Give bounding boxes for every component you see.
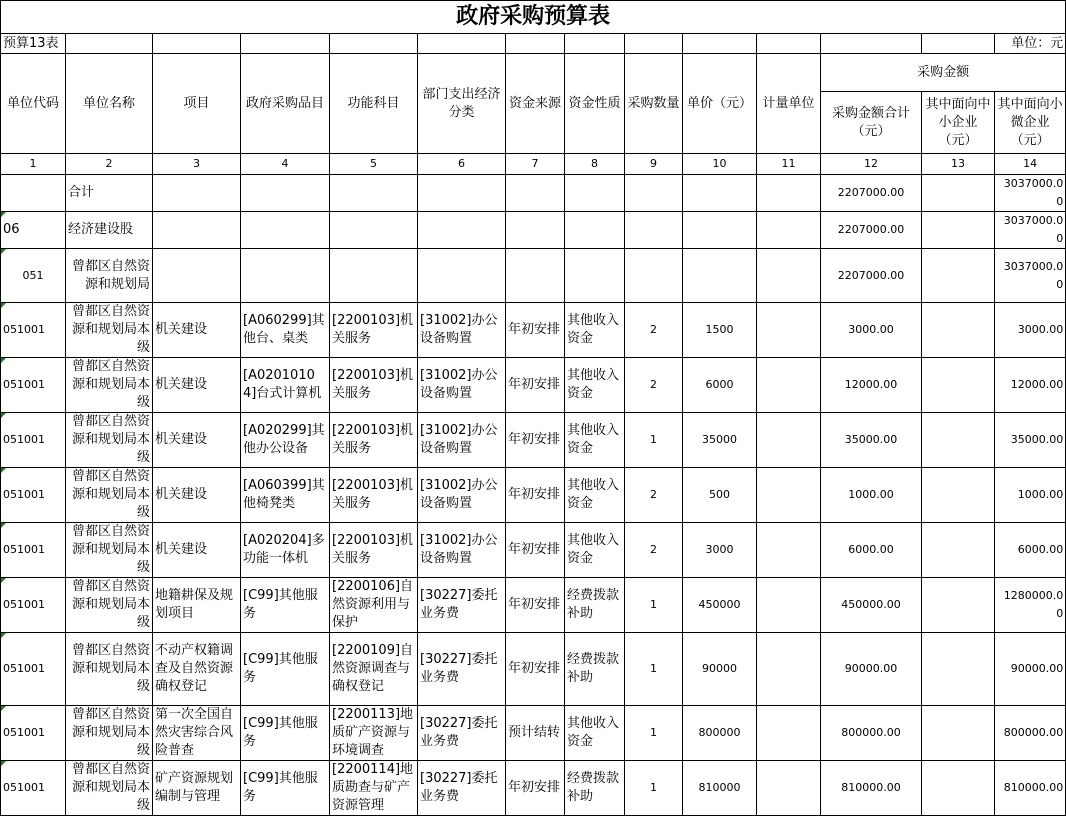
header-function: 功能科目: [330, 54, 418, 154]
source: 年初安排: [506, 303, 565, 358]
header-amount-sme: 其中面向中小企业（元）: [922, 92, 995, 154]
col-number: 12: [821, 154, 922, 175]
nature: 其他收入资金: [565, 303, 625, 358]
function: [2200103]机关服务: [330, 523, 418, 578]
function: [2200109]自然资源调查与确权登记: [330, 633, 418, 706]
source: 年初安排: [506, 633, 565, 706]
function: [2200106]自然资源利用与保护: [330, 578, 418, 633]
measure: [757, 413, 821, 468]
catalog: [C99]其他服务: [241, 633, 330, 706]
unit-name: 曾都区自然资源和规划局本级: [66, 413, 153, 468]
summary-row-agency: [1, 249, 1066, 303]
amount-total: 2207000.00: [821, 249, 922, 303]
table-row: [1, 303, 1066, 358]
source: 年初安排: [506, 578, 565, 633]
catalog: [C99]其他服务: [241, 578, 330, 633]
col-number: 13: [922, 154, 995, 175]
amount-total: 800000.00: [821, 706, 922, 761]
unit-code: 051001: [1, 633, 66, 706]
col-number: 14: [995, 154, 1066, 175]
project: 地籍耕保及规划项目: [153, 578, 241, 633]
function: [2200103]机关服务: [330, 468, 418, 523]
unit-code: 051001: [1, 303, 66, 358]
project: 不动产权籍调查及自然资源确权登记: [153, 633, 241, 706]
nature: 经费拨款补助: [565, 578, 625, 633]
project: 第一次全国自然灾害综合风险普查: [153, 706, 241, 761]
source: 预计结转: [506, 706, 565, 761]
qty: 1: [625, 706, 683, 761]
project: 机关建设: [153, 358, 241, 413]
col-number: 2: [66, 154, 153, 175]
amount-micro: 810000.00: [995, 761, 1066, 816]
measure: [757, 358, 821, 413]
econ: [30227]委托业务费: [418, 761, 506, 816]
unit-name: 曾都区自然资源和规划局: [66, 249, 153, 303]
price: 1500: [683, 303, 757, 358]
catalog: [A060299]其他台、桌类: [241, 303, 330, 358]
amount-total: 3000.00: [821, 303, 922, 358]
measure: [757, 706, 821, 761]
unit-name: 曾都区自然资源和规划局本级: [66, 761, 153, 816]
project: 机关建设: [153, 413, 241, 468]
nature: 其他收入资金: [565, 358, 625, 413]
unit-name: 合计: [66, 175, 153, 212]
price: 810000: [683, 761, 757, 816]
col-number: 8: [565, 154, 625, 175]
amount-sme: [922, 633, 995, 706]
table-row: [1, 706, 1066, 761]
header-amount-group: 采购金额: [821, 54, 1066, 92]
amount-micro: 800000.00: [995, 706, 1066, 761]
amount-micro: 3037000.00: [995, 175, 1066, 212]
table-row: [1, 523, 1066, 578]
source: 年初安排: [506, 358, 565, 413]
table-row: [1, 358, 1066, 413]
header-project: 项目: [153, 54, 241, 154]
table-row: [1, 468, 1066, 523]
function: [2200113]地质矿产资源与环境调查: [330, 706, 418, 761]
qty: 2: [625, 523, 683, 578]
price: 800000: [683, 706, 757, 761]
amount-micro: 90000.00: [995, 633, 1066, 706]
source: 年初安排: [506, 761, 565, 816]
amount-micro: 3037000.00: [995, 212, 1066, 249]
price: 90000: [683, 633, 757, 706]
source: 年初安排: [506, 413, 565, 468]
amount-total: 810000.00: [821, 761, 922, 816]
nature: 其他收入资金: [565, 413, 625, 468]
col-number: 3: [153, 154, 241, 175]
col-number: 5: [330, 154, 418, 175]
unit-code: 051: [1, 249, 66, 303]
amount-micro: 3037000.00: [995, 249, 1066, 303]
function: [2200103]机关服务: [330, 303, 418, 358]
col-number: 4: [241, 154, 330, 175]
col-number: 11: [757, 154, 821, 175]
catalog: [A020299]其他办公设备: [241, 413, 330, 468]
amount-sme: [922, 761, 995, 816]
unit-code: 051001: [1, 358, 66, 413]
catalog: [A020204]多功能一体机: [241, 523, 330, 578]
unit-name: 经济建设股: [66, 212, 153, 249]
catalog: [A060399]其他椅凳类: [241, 468, 330, 523]
header-unit-code: 单位代码: [1, 54, 66, 154]
catalog: [C99]其他服务: [241, 706, 330, 761]
column-number-row: [1, 154, 1066, 175]
project: 机关建设: [153, 468, 241, 523]
header-amount-total: 采购金额合计（元）: [821, 92, 922, 154]
measure: [757, 578, 821, 633]
header-unit-name: 单位名称: [66, 54, 153, 154]
table-row: [1, 761, 1066, 816]
amount-micro: 12000.00: [995, 358, 1066, 413]
function: [2200114]地质勘查与矿产资源管理: [330, 761, 418, 816]
unit-name: 曾都区自然资源和规划局本级: [66, 303, 153, 358]
price: 500: [683, 468, 757, 523]
amount-sme: [922, 303, 995, 358]
unit-code: 051001: [1, 761, 66, 816]
header-measure: 计量单位: [757, 54, 821, 154]
qty: 1: [625, 578, 683, 633]
amount-micro: 1000.00: [995, 468, 1066, 523]
amount-total: 35000.00: [821, 413, 922, 468]
amount-total: 6000.00: [821, 523, 922, 578]
econ: [30227]委托业务费: [418, 633, 506, 706]
table-row: [1, 633, 1066, 706]
header-qty: 采购数量: [625, 54, 683, 154]
col-number: 6: [418, 154, 506, 175]
price: 35000: [683, 413, 757, 468]
table-row: [1, 578, 1066, 633]
unit-code: 051001: [1, 413, 66, 468]
econ: [30227]委托业务费: [418, 578, 506, 633]
amount-micro: 3000.00: [995, 303, 1066, 358]
page-title: 政府采购预算表: [1, 1, 1066, 34]
table-code: 预算13表: [1, 34, 66, 54]
amount-total: 450000.00: [821, 578, 922, 633]
col-number: 7: [506, 154, 565, 175]
header-nature: 资金性质: [565, 54, 625, 154]
unit-code: [1, 175, 66, 212]
source: 年初安排: [506, 523, 565, 578]
econ: [31002]办公设备购置: [418, 413, 506, 468]
nature: 经费拨款补助: [565, 761, 625, 816]
amount-sme: [922, 706, 995, 761]
unit-name: 曾都区自然资源和规划局本级: [66, 468, 153, 523]
unit-code: 06: [1, 212, 66, 249]
unit-code: 051001: [1, 706, 66, 761]
measure: [757, 468, 821, 523]
measure: [757, 633, 821, 706]
unit-code: 051001: [1, 523, 66, 578]
header-price: 单价（元）: [683, 54, 757, 154]
amount-sme: [922, 413, 995, 468]
qty: 2: [625, 303, 683, 358]
project: 机关建设: [153, 303, 241, 358]
col-number: 9: [625, 154, 683, 175]
qty: 2: [625, 468, 683, 523]
unit-name: 曾都区自然资源和规划局本级: [66, 706, 153, 761]
amount-sme: [922, 468, 995, 523]
summary-row-dept: [1, 212, 1066, 249]
function: [2200103]机关服务: [330, 358, 418, 413]
amount-micro: 35000.00: [995, 413, 1066, 468]
header-econ: 部门支出经济分类: [418, 54, 506, 154]
econ: [31002]办公设备购置: [418, 523, 506, 578]
project: 矿产资源规划编制与管理: [153, 761, 241, 816]
table-row: [1, 413, 1066, 468]
measure: [757, 303, 821, 358]
qty: 1: [625, 633, 683, 706]
header-amount-micro: 其中面向小微企业（元）: [995, 92, 1066, 154]
qty: 1: [625, 761, 683, 816]
nature: 经费拨款补助: [565, 633, 625, 706]
amount-micro: 6000.00: [995, 523, 1066, 578]
col-number: 10: [683, 154, 757, 175]
header-source: 资金来源: [506, 54, 565, 154]
measure: [757, 523, 821, 578]
source: 年初安排: [506, 468, 565, 523]
price: 6000: [683, 358, 757, 413]
amount-sme: [922, 358, 995, 413]
unit-code: 051001: [1, 468, 66, 523]
nature: 其他收入资金: [565, 706, 625, 761]
measure: [757, 761, 821, 816]
amount-total: 90000.00: [821, 633, 922, 706]
unit-code: 051001: [1, 578, 66, 633]
summary-row-total: [1, 175, 1066, 212]
nature: 其他收入资金: [565, 523, 625, 578]
unit-name: 曾都区自然资源和规划局本级: [66, 633, 153, 706]
catalog: [A02010104]台式计算机: [241, 358, 330, 413]
amount-total: 12000.00: [821, 358, 922, 413]
econ: [31002]办公设备购置: [418, 468, 506, 523]
qty: 1: [625, 413, 683, 468]
econ: [31002]办公设备购置: [418, 303, 506, 358]
header-catalog: 政府采购品目: [241, 54, 330, 154]
project: 机关建设: [153, 523, 241, 578]
catalog: [C99]其他服务: [241, 761, 330, 816]
qty: 2: [625, 358, 683, 413]
amount-total: 1000.00: [821, 468, 922, 523]
unit-name: 曾都区自然资源和规划局本级: [66, 578, 153, 633]
unit-name: 曾都区自然资源和规划局本级: [66, 358, 153, 413]
econ: [30227]委托业务费: [418, 706, 506, 761]
unit-label: 单位：元: [995, 34, 1066, 54]
amount-sme: [922, 578, 995, 633]
amount-total: 2207000.00: [821, 212, 922, 249]
amount-total: 2207000.00: [821, 175, 922, 212]
price: 450000: [683, 578, 757, 633]
unit-name: 曾都区自然资源和规划局本级: [66, 523, 153, 578]
amount-micro: 1280000.00: [995, 578, 1066, 633]
price: 3000: [683, 523, 757, 578]
col-number: 1: [1, 154, 66, 175]
nature: 其他收入资金: [565, 468, 625, 523]
amount-sme: [922, 523, 995, 578]
econ: [31002]办公设备购置: [418, 358, 506, 413]
function: [2200103]机关服务: [330, 413, 418, 468]
